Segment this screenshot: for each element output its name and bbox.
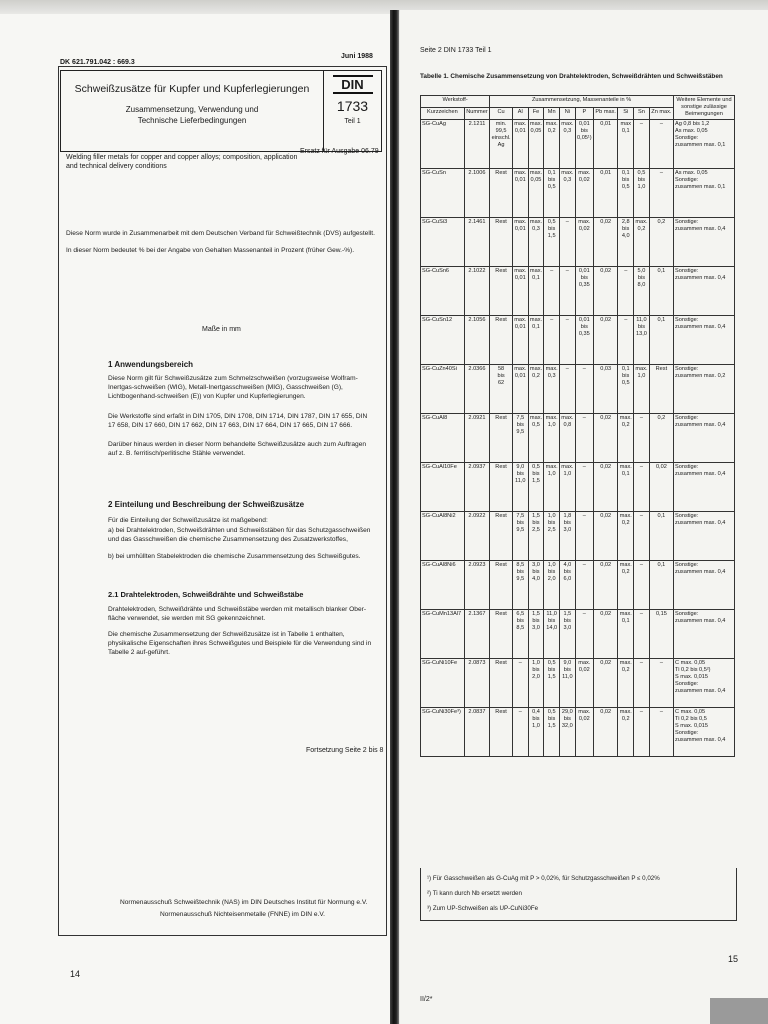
cell-si: max. 0,1 bbox=[618, 463, 634, 512]
cell-fe: 1,5 bis 3,0 bbox=[528, 610, 544, 659]
table-row bbox=[421, 610, 735, 659]
cell-sn: max. 1,0 bbox=[634, 365, 650, 414]
cell-fe: max. 0,3 bbox=[528, 218, 544, 267]
cell-mn: max. 1,0 bbox=[544, 414, 560, 463]
book-spine bbox=[390, 10, 399, 1024]
cell-fe: 0,4 bis 1,0 bbox=[528, 708, 544, 757]
cell-fe: 1,0 bis 2,0 bbox=[528, 659, 544, 708]
cell-fe: max. 0,2 bbox=[528, 365, 544, 414]
cell-al: max. 0,01 bbox=[512, 120, 528, 169]
column-header-nr: Nummer bbox=[464, 108, 489, 120]
cell-kz: SG-CuSi3 bbox=[421, 218, 465, 267]
cell-fe: max. 0,05 bbox=[528, 169, 544, 218]
cell-zn: Rest bbox=[649, 365, 673, 414]
cell-si: 0,1 bis 0,5 bbox=[618, 169, 634, 218]
column-header-fe: Fe bbox=[528, 108, 544, 120]
cell-zn: – bbox=[649, 659, 673, 708]
cell-zn: 0,02 bbox=[649, 463, 673, 512]
section-2-1-paragraph-1: Drahtelektroden, Schweißdrähte und Schweißstäbe werden mit metallisch blanker Ober-fläche verwendet, sie werden mit SG gekennzeichnet. bbox=[108, 606, 367, 622]
din-number: 1733 bbox=[336, 98, 369, 114]
cell-ni: 9,0 bis 11,0 bbox=[560, 659, 576, 708]
cell-ni: max. 0,3 bbox=[560, 120, 576, 169]
cell-cu: Rest bbox=[490, 267, 513, 316]
cell-el: Sonstige: zusammen max. 0,4 bbox=[674, 561, 735, 610]
column-header-pb: Pb max. bbox=[593, 108, 617, 120]
cell-mn: 11,0 bis 14,0 bbox=[544, 610, 560, 659]
bottom-mark: II/2* bbox=[420, 996, 433, 1003]
cell-sn: 11,0 bis 13,0 bbox=[634, 316, 650, 365]
cell-sn: 5,0 bis 8,0 bbox=[634, 267, 650, 316]
cell-fe: 0,5 bis 1,5 bbox=[528, 463, 544, 512]
cell-ni: max. 1,0 bbox=[560, 463, 576, 512]
cell-mn: 0,5 bis 1,5 bbox=[544, 218, 560, 267]
cell-nr: 2.0937 bbox=[464, 463, 489, 512]
cell-mn: max. 0,3 bbox=[544, 365, 560, 414]
cell-pb: 0,02 bbox=[593, 414, 617, 463]
cell-p: max. 0,02 bbox=[575, 218, 593, 267]
cell-ni: – bbox=[560, 218, 576, 267]
din-label-box bbox=[324, 71, 381, 151]
table-row bbox=[421, 169, 735, 218]
table-row bbox=[421, 561, 735, 610]
column-header-sn: Sn bbox=[634, 108, 650, 120]
table-row bbox=[421, 365, 735, 414]
cell-el: Sonstige: zusammen max. 0,4 bbox=[674, 463, 735, 512]
composition-table bbox=[420, 95, 735, 757]
cell-cu: 58 bis 62 bbox=[490, 365, 513, 414]
cell-cu: Rest bbox=[490, 463, 513, 512]
cell-ni: – bbox=[560, 365, 576, 414]
cell-cu: Rest bbox=[490, 659, 513, 708]
table-row bbox=[421, 708, 735, 757]
cell-p: 0,01 bis 0,05¹) bbox=[575, 120, 593, 169]
cell-si: max. 0,2 bbox=[618, 708, 634, 757]
cell-ni: – bbox=[560, 267, 576, 316]
cell-cu: Rest bbox=[490, 169, 513, 218]
section-2-item-a: a) bei Drahtelektroden, Schweißdrähten und Schweißstäben für das Schutzgasschweißen und das Gasschweißen die chemische Zusammensetzung des Zusatzwerkstoffes, bbox=[108, 527, 371, 543]
cell-al: max. 0,01 bbox=[512, 365, 528, 414]
cell-el: Sonstige: zusammen max. 0,2 bbox=[674, 365, 735, 414]
title-block bbox=[60, 70, 382, 152]
cell-kz: SG-CuNi10Fe bbox=[421, 659, 465, 708]
cell-fe: max. 0,1 bbox=[528, 267, 544, 316]
cell-al: – bbox=[512, 708, 528, 757]
cell-kz: SG-CuSn bbox=[421, 169, 465, 218]
cell-sn: – bbox=[634, 463, 650, 512]
cell-ni: max. 0,8 bbox=[560, 414, 576, 463]
column-header-p: P bbox=[575, 108, 593, 120]
header-other-elements: Weitere Elemente und sonstige zulässige Beimengungen bbox=[674, 96, 735, 120]
table-row bbox=[421, 316, 735, 365]
cell-pb: 0,02 bbox=[593, 512, 617, 561]
intro-paragraph-1: Diese Norm wurde in Zusammenarbeit mit dem Deutschen Verband für Schweißtechnik (DVS) aufgestellt. bbox=[66, 230, 375, 237]
cell-mn: – bbox=[544, 267, 560, 316]
cell-cu: Rest bbox=[490, 414, 513, 463]
cell-si: max. 0,2 bbox=[618, 512, 634, 561]
section-2-1-heading: 2.1 Drahtelektroden, Schweißdrähte und Schweißstäbe bbox=[108, 590, 304, 599]
column-header-cu: Cu bbox=[490, 108, 513, 120]
right-page-number: 15 bbox=[728, 954, 739, 964]
cell-sn: – bbox=[634, 512, 650, 561]
cell-fe: max. 0,5 bbox=[528, 414, 544, 463]
section-1-paragraph-2: Die Werkstoffe sind erfaßt in DIN 1705, DIN 1708, DIN 1714, DIN 1787, DIN 17 655, DIN 17 658, DIN 17 660, DIN 17 662, DIN 17 663, DIN 17 664, DIN 17 665, DIN 17 666. bbox=[108, 413, 368, 429]
cell-cu: min. 99,5 einschl. Ag bbox=[490, 120, 513, 169]
cell-mn: 0,5 bis 1,5 bbox=[544, 659, 560, 708]
cell-sn: – bbox=[634, 414, 650, 463]
column-header-kz: Kurzzeichen bbox=[421, 108, 465, 120]
header-werkstoff: Werkstoff- bbox=[421, 96, 490, 108]
cell-kz: SG-CuNi30Fe³) bbox=[421, 708, 465, 757]
din-logo: DIN bbox=[333, 75, 373, 94]
cell-nr: 2.1461 bbox=[464, 218, 489, 267]
cell-kz: SG-CuSn12 bbox=[421, 316, 465, 365]
table-row bbox=[421, 267, 735, 316]
cell-al: max. 0,01 bbox=[512, 267, 528, 316]
cell-mn: 1,0 bis 2,5 bbox=[544, 512, 560, 561]
cell-ni: 1,8 bis 3,0 bbox=[560, 512, 576, 561]
cell-pb: 0,02 bbox=[593, 267, 617, 316]
cell-fe: 1,5 bis 2,5 bbox=[528, 512, 544, 561]
cell-el: Sonstige: zusammen max. 0,4 bbox=[674, 267, 735, 316]
cell-zn: 0,2 bbox=[649, 414, 673, 463]
cell-si: max. 0,2 bbox=[618, 659, 634, 708]
continuation-note: Fortsetzung Seite 2 bis 8 bbox=[306, 747, 384, 754]
cell-nr: 2.0921 bbox=[464, 414, 489, 463]
cell-kz: SG-CuAg bbox=[421, 120, 465, 169]
cell-p: – bbox=[575, 512, 593, 561]
cell-cu: Rest bbox=[490, 561, 513, 610]
cell-zn: 0,2 bbox=[649, 218, 673, 267]
cell-pb: 0,02 bbox=[593, 463, 617, 512]
table-row bbox=[421, 512, 735, 561]
cell-el: C max. 0,05 Ti 0,2 bis 0,5²) S max. 0,015 Sonstige: zusammen max. 0,4 bbox=[674, 659, 735, 708]
cell-nr: 2.0922 bbox=[464, 512, 489, 561]
cell-sn: – bbox=[634, 708, 650, 757]
column-header-mn: Mn bbox=[544, 108, 560, 120]
cell-al: 6,5 bis 8,5 bbox=[512, 610, 528, 659]
cell-pb: 0,02 bbox=[593, 708, 617, 757]
cell-fe: 3,0 bis 4,0 bbox=[528, 561, 544, 610]
cell-nr: 2.0873 bbox=[464, 659, 489, 708]
cell-kz: SG-CuAl8Ni2 bbox=[421, 512, 465, 561]
footnote-2: ²) Ti kann durch Nb ersetzt werden bbox=[427, 890, 522, 897]
dimensions-note: Maße in mm bbox=[202, 326, 241, 333]
section-2-paragraph: Für die Einteilung der Schweißzusätze ist maßgebend: bbox=[108, 517, 268, 524]
cell-cu: Rest bbox=[490, 316, 513, 365]
cell-al: – bbox=[512, 659, 528, 708]
cell-el: Ag 0,8 bis 1,2 As max. 0,05 Sonstige: zusammen max. 0,1 bbox=[674, 120, 735, 169]
table-row bbox=[421, 120, 735, 169]
cell-pb: 0,02 bbox=[593, 316, 617, 365]
cell-el: Sonstige: zusammen max. 0,4 bbox=[674, 218, 735, 267]
document-subtitle-1: Zusammensetzung, Verwendung und bbox=[125, 105, 259, 114]
cell-nr: 2.0366 bbox=[464, 365, 489, 414]
cell-p: max. 0,02 bbox=[575, 659, 593, 708]
cell-p: – bbox=[575, 610, 593, 659]
section-1-heading: 1 Anwendungsbereich bbox=[108, 360, 194, 369]
table-header-row-1 bbox=[421, 96, 735, 108]
cell-ni: – bbox=[560, 316, 576, 365]
cell-zn: – bbox=[649, 120, 673, 169]
cell-mn: 1,0 bis 2,0 bbox=[544, 561, 560, 610]
right-page-header: Seite 2 DIN 1733 Teil 1 bbox=[420, 47, 492, 54]
publication-date: Juni 1988 bbox=[341, 53, 373, 60]
column-header-ni: Ni bbox=[560, 108, 576, 120]
cell-cu: Rest bbox=[490, 218, 513, 267]
cell-kz: SG-CuAl8Ni6 bbox=[421, 561, 465, 610]
cell-zn: – bbox=[649, 169, 673, 218]
cell-nr: 2.0837 bbox=[464, 708, 489, 757]
cell-ni: max. 0,3 bbox=[560, 169, 576, 218]
footnote-box bbox=[420, 868, 737, 921]
cell-al: max. 0,01 bbox=[512, 169, 528, 218]
document-title: Schweißzusätze für Kupfer und Kupferlegierungen bbox=[74, 83, 310, 95]
cell-p: – bbox=[575, 414, 593, 463]
cell-pb: 0,03 bbox=[593, 365, 617, 414]
cell-cu: Rest bbox=[490, 708, 513, 757]
section-2-1-paragraph-2: Die chemische Zusammensetzung der Schweißzusätze ist in Tabelle 1 enthalten, physikalische Eigenschaften ihres Schweißgutes und Beispiele für die Verwendung sind in Tabelle 2 auf-geführt. bbox=[108, 631, 372, 656]
cell-al: 7,5 bis 9,5 bbox=[512, 512, 528, 561]
cell-zn: 0,1 bbox=[649, 512, 673, 561]
document-subtitle-2: Technische Lieferbedingungen bbox=[137, 116, 247, 125]
cell-mn: 0,5 bis 1,5 bbox=[544, 708, 560, 757]
cell-mn: max. 1,0 bbox=[544, 463, 560, 512]
dk-number: DK 621.791.042 : 669.3 bbox=[60, 59, 135, 66]
cell-zn: 0,1 bbox=[649, 316, 673, 365]
cell-al: 9,0 bis 11,0 bbox=[512, 463, 528, 512]
cell-sn: – bbox=[634, 561, 650, 610]
replacement-note: Ersatz für Ausgabe 06.79 bbox=[300, 148, 379, 155]
cell-pb: 0,02 bbox=[593, 218, 617, 267]
cell-kz: SG-CuZn40Si bbox=[421, 365, 465, 414]
table-row bbox=[421, 463, 735, 512]
cell-mn: 0,1 bis 0,5 bbox=[544, 169, 560, 218]
cell-el: C max. 0,05 Ti 0,2 bis 0,5 S max. 0,015 Sonstige: zusammen max. 0,4 bbox=[674, 708, 735, 757]
cell-kz: SG-CuSn6 bbox=[421, 267, 465, 316]
cell-sn: max. 0,2 bbox=[634, 218, 650, 267]
table-row bbox=[421, 218, 735, 267]
cell-al: 7,5 bis 9,5 bbox=[512, 414, 528, 463]
cell-p: – bbox=[575, 561, 593, 610]
cell-si: – bbox=[618, 267, 634, 316]
cell-pb: 0,01 bbox=[593, 120, 617, 169]
cell-si: 2,8 bis 4,0 bbox=[618, 218, 634, 267]
section-2-heading: 2 Einteilung und Beschreibung der Schweißzusätze bbox=[108, 500, 305, 509]
cell-mn: max. 0,2 bbox=[544, 120, 560, 169]
cell-sn: – bbox=[634, 120, 650, 169]
cell-al: max. 0,01 bbox=[512, 316, 528, 365]
cell-p: 0,01 bis 0,35 bbox=[575, 316, 593, 365]
column-header-al: Al bbox=[512, 108, 528, 120]
cell-kz: SG-CuMn13Al7 bbox=[421, 610, 465, 659]
table-caption: Tabelle 1. Chemische Zusammensetzung von Drahtelektroden, Schweißdrähten und Schweißstäben bbox=[420, 73, 723, 80]
english-title-line-2: and technical delivery conditions bbox=[66, 163, 167, 170]
cell-si: – bbox=[618, 316, 634, 365]
cell-el: Sonstige: zusammen max. 0,4 bbox=[674, 414, 735, 463]
cell-si: max. 0,2 bbox=[618, 414, 634, 463]
cell-pb: 0,02 bbox=[593, 659, 617, 708]
english-title-line-1: Welding filler metals for copper and copper alloys; composition, application bbox=[66, 154, 298, 161]
cell-el: Sonstige: zusammen max. 0,4 bbox=[674, 512, 735, 561]
scan-corner bbox=[710, 998, 768, 1024]
cell-p: max. 0,02 bbox=[575, 169, 593, 218]
footnote-1: ¹) Für Gasschweißen als G-CuAg mit P > 0,02%, für Schutzgasschweißen P ≤ 0,02% bbox=[427, 875, 660, 882]
cell-mn: – bbox=[544, 316, 560, 365]
footnote-3: ³) Zum UP-Schweißen als UP-CuNi30Fe bbox=[427, 905, 539, 912]
cell-si: max 0,1 bbox=[618, 120, 634, 169]
cell-ni: 4,0 bis 6,0 bbox=[560, 561, 576, 610]
cell-nr: 2.1367 bbox=[464, 610, 489, 659]
cell-kz: SG-CuAl10Fe bbox=[421, 463, 465, 512]
cell-fe: max. 0,05 bbox=[528, 120, 544, 169]
cell-el: As max. 0,05 Sonstige: zusammen max. 0,1 bbox=[674, 169, 735, 218]
cell-si: max. 0,2 bbox=[618, 561, 634, 610]
cell-nr: 2.0923 bbox=[464, 561, 489, 610]
intro-paragraph-2: In dieser Norm bedeutet % bei der Angabe von Gehalten Massenanteil in Prozent (früher Gew.-%). bbox=[66, 247, 355, 254]
cell-nr: 2.1006 bbox=[464, 169, 489, 218]
cell-pb: 0,02 bbox=[593, 561, 617, 610]
table-row bbox=[421, 659, 735, 708]
section-1-paragraph-3: Darüber hinaus werden in dieser Norm behandelte Schweißzusätze auch zum Auftragen auf z. B. ferritisch/perlitische Stähle verwendet. bbox=[108, 441, 367, 457]
cell-p: – bbox=[575, 365, 593, 414]
cell-sn: 0,5 bis 1,0 bbox=[634, 169, 650, 218]
cell-sn: – bbox=[634, 610, 650, 659]
cell-al: 8,5 bis 9,5 bbox=[512, 561, 528, 610]
cell-pb: 0,02 bbox=[593, 610, 617, 659]
din-part: Teil 1 bbox=[344, 118, 361, 125]
cell-zn: 0,15 bbox=[649, 610, 673, 659]
header-composition: Zusammensetzung, Massenanteile in % bbox=[490, 96, 674, 108]
cell-el: Sonstige: zusammen max. 0,4 bbox=[674, 610, 735, 659]
cell-cu: Rest bbox=[490, 610, 513, 659]
cell-nr: 2.1022 bbox=[464, 267, 489, 316]
committee-line-1: Normenausschuß Schweißtechnik (NAS) im DIN Deutsches Institut für Normung e.V. bbox=[120, 899, 368, 906]
left-page-number: 14 bbox=[70, 969, 81, 979]
cell-p: – bbox=[575, 463, 593, 512]
cell-fe: max. 0,1 bbox=[528, 316, 544, 365]
cell-zn: – bbox=[649, 708, 673, 757]
committee-line-2: Normenausschuß Nichteisenmetalle (FNNE) im DIN e.V. bbox=[160, 911, 326, 918]
cell-ni: 1,5 bis 3,0 bbox=[560, 610, 576, 659]
cell-al: max. 0,01 bbox=[512, 218, 528, 267]
cell-p: 0,01 bis 0,35 bbox=[575, 267, 593, 316]
column-header-zn: Zn max. bbox=[649, 108, 673, 120]
section-1-paragraph-1: Diese Norm gilt für Schweißzusätze zum Schmelzschweißen (vorzugsweise Wolfram-Inertgas-schweißen (WIG), Metall-Inertgasschweißen (MIG), Gasschweißen (G), Lichtbogenhand-schweißen (E)) von Kupfer und Kupferlegierungen. bbox=[108, 375, 358, 400]
cell-el: Sonstige: zusammen max. 0,4 bbox=[674, 316, 735, 365]
cell-si: 0,1 bis 0,5 bbox=[618, 365, 634, 414]
section-2-item-b: b) bei umhüllten Stabelektroden die chemische Zusammensetzung des Schweißgutes. bbox=[108, 553, 361, 560]
cell-ni: 29,0 bis 32,0 bbox=[560, 708, 576, 757]
cell-sn: – bbox=[634, 659, 650, 708]
table-body bbox=[421, 120, 735, 757]
table-row bbox=[421, 414, 735, 463]
cell-kz: SG-CuAl8 bbox=[421, 414, 465, 463]
cell-cu: Rest bbox=[490, 512, 513, 561]
cell-zn: 0,1 bbox=[649, 561, 673, 610]
cell-nr: 2.1211 bbox=[464, 120, 489, 169]
cell-si: max. 0,1 bbox=[618, 610, 634, 659]
cell-nr: 2.1056 bbox=[464, 316, 489, 365]
cell-pb: 0,01 bbox=[593, 169, 617, 218]
cell-p: max. 0,02 bbox=[575, 708, 593, 757]
cell-zn: 0,1 bbox=[649, 267, 673, 316]
column-header-si: Si bbox=[618, 108, 634, 120]
